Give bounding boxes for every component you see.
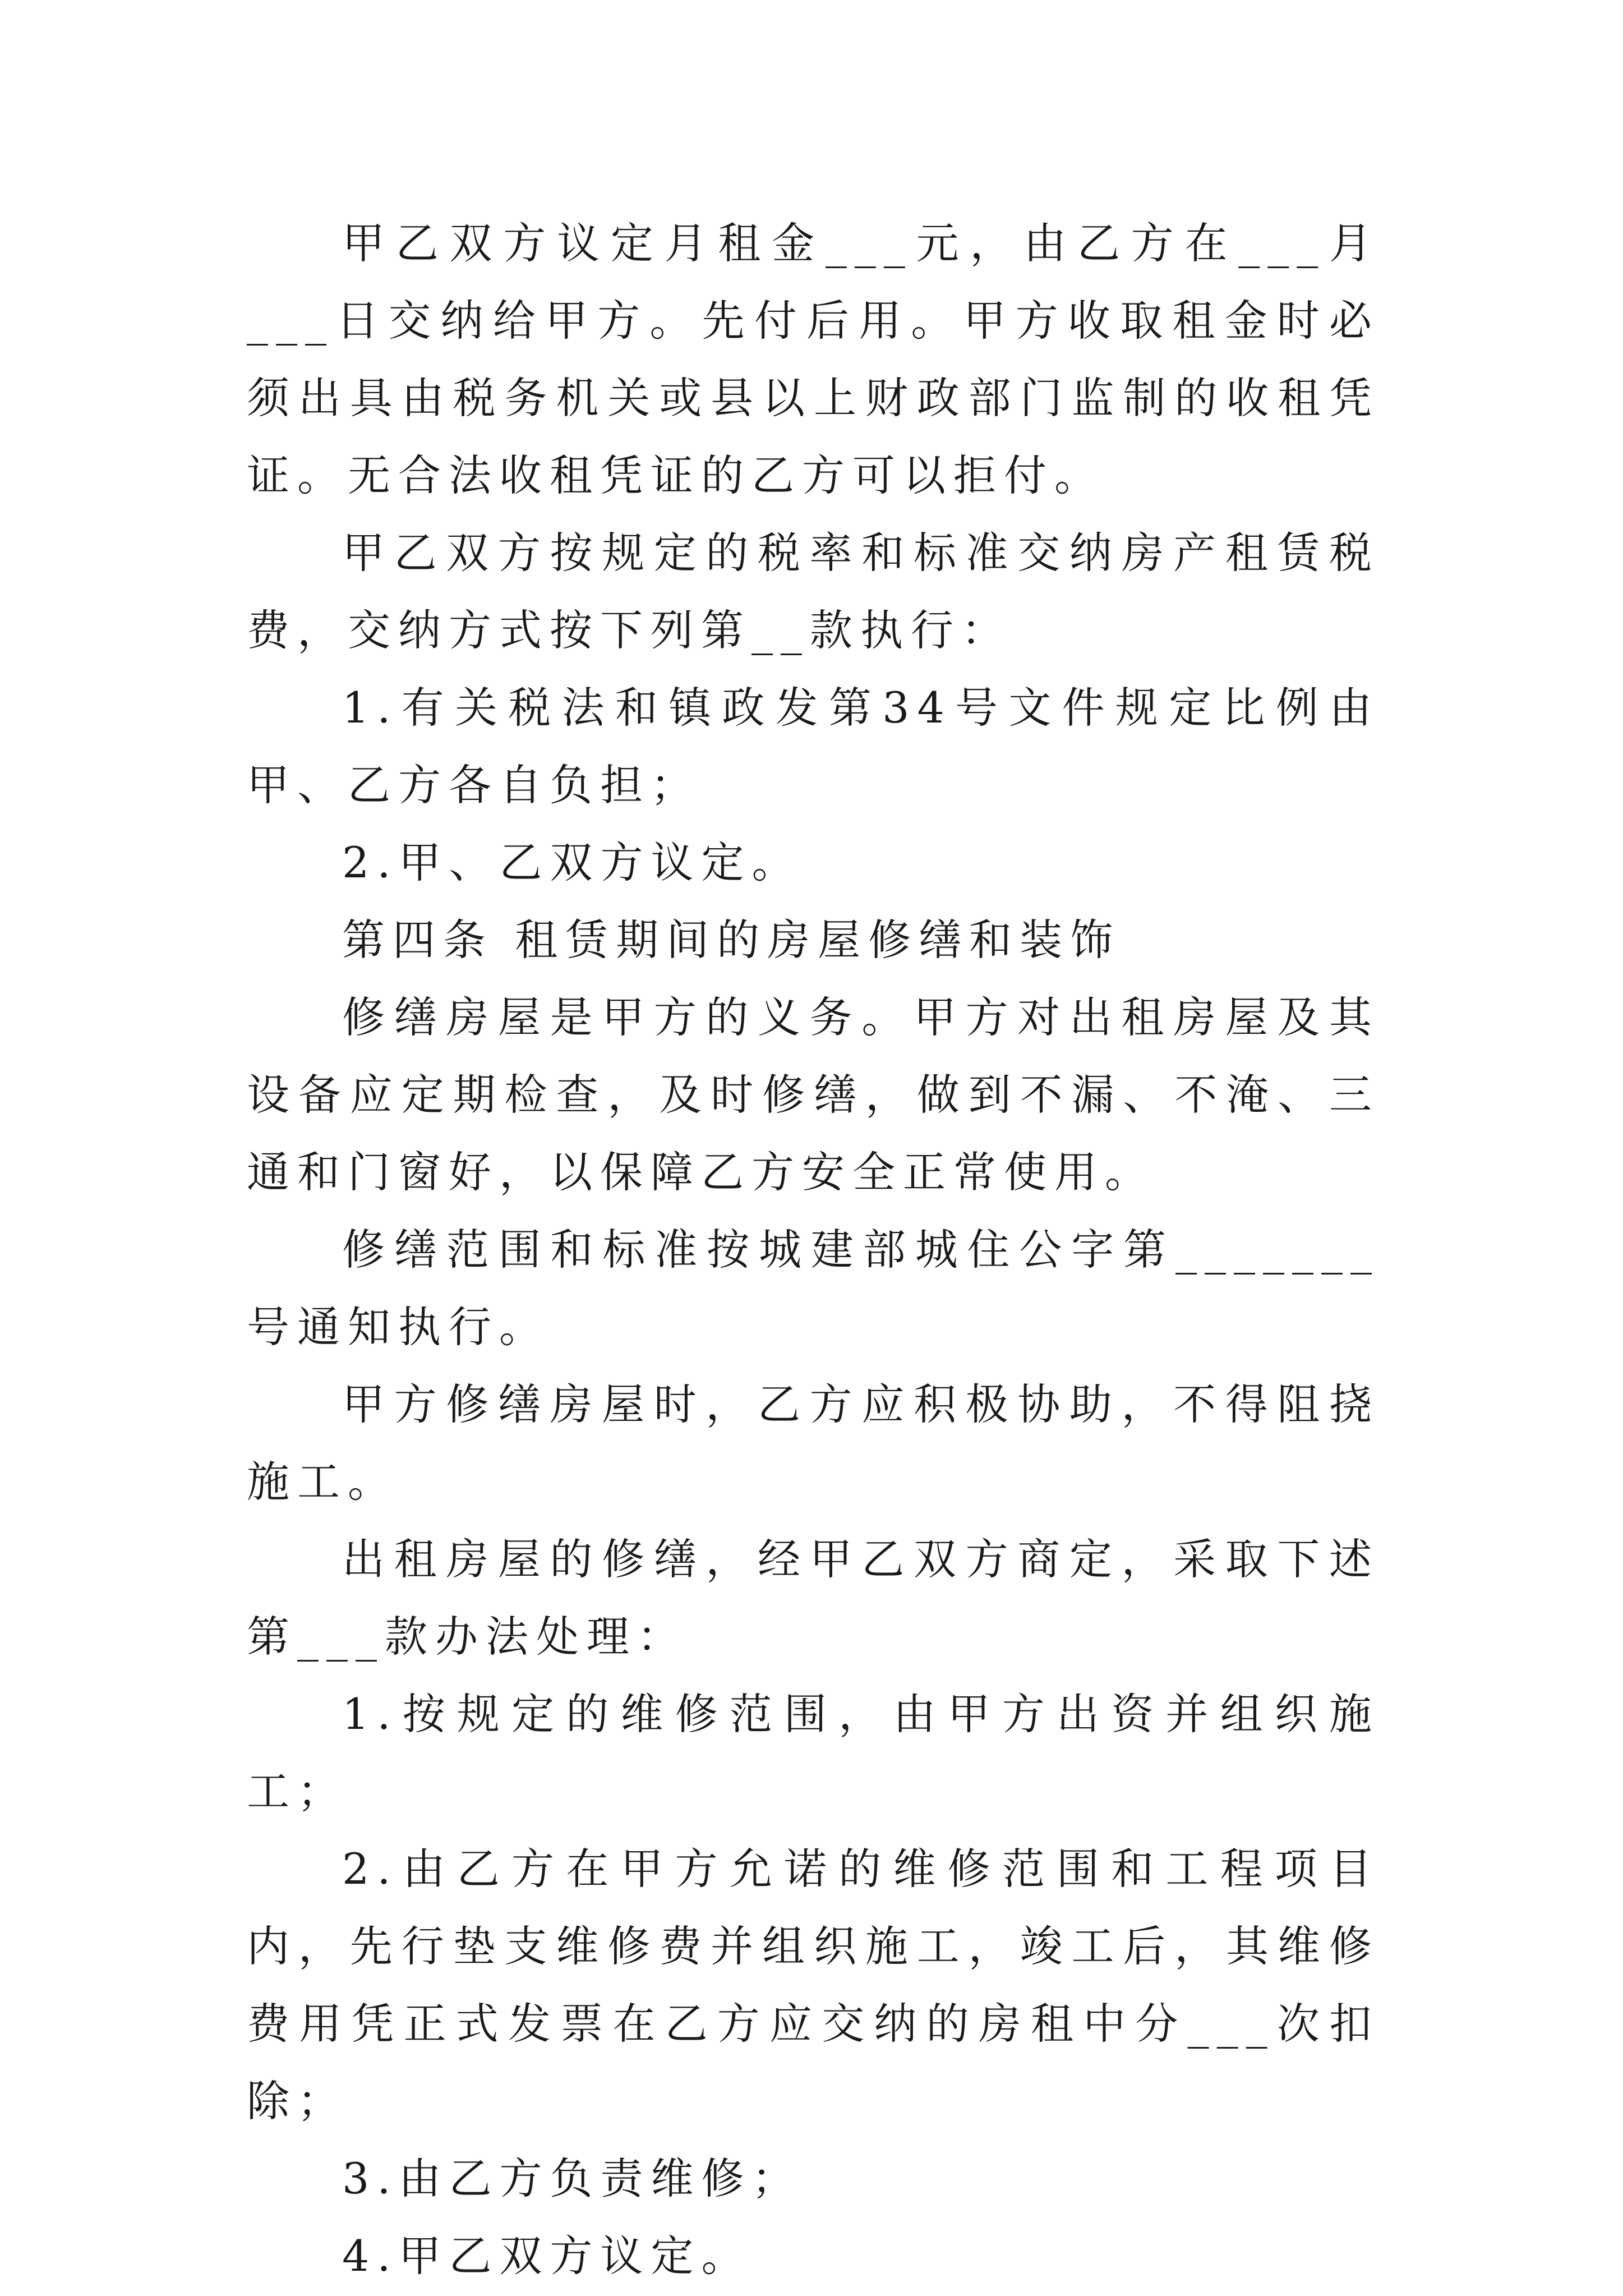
document-body [247,205,1380,2295]
list-item-repair-option-2: 2.由乙方在甲方允诺的维修范围和工程项目内，先行垫支维修费并组织施工，竣工后，其维修费用凭正式发票在乙方应交纳的房租中分___次扣除； [247,1844,1380,2126]
section-heading-article-4: 第四条 租赁期间的房屋修缮和装饰 [342,915,1121,965]
list-item-tax-option-1: 1.有关税法和镇政发第34号文件规定比例由甲、乙方各自负担； [247,683,1380,810]
paragraph-repair-scope: 修缮范围和标准按城建部城住公字第_______号通知执行。 [247,1225,1380,1352]
paragraph-repair-method: 出租房屋的修缮，经甲乙双方商定，采取下述第___款办法处理： [247,1534,1380,1662]
list-item-repair-option-1: 1.按规定的维修范围，由甲方出资并组织施工； [247,1689,1380,1816]
list-item-repair-option-4: 4.甲乙双方议定。 [342,2231,752,2281]
paragraph-repair-obligation: 修缮房屋是甲方的义务。甲方对出租房屋及其设备应定期检查，及时修缮，做到不漏、不淹、三通和门窗好，以保障乙方安全正常使用。 [247,992,1380,1197]
list-item-tax-option-2: 2.甲、乙双方议定。 [342,838,803,887]
list-item-repair-option-3: 3.由乙方负责维修； [342,2154,803,2203]
paragraph-rent-payment: 甲乙双方议定月租金___元，由乙方在___月___日交纳给甲方。先付后用。甲方收取租金时必须出具由税务机关或县以上财政部门监制的收租凭证。无合法收租凭证的乙方可以拒付。 [247,218,1380,500]
paragraph-tax-payment: 甲乙双方按规定的税率和标准交纳房产租赁税费，交纳方式按下列第__款执行： [247,528,1380,655]
paragraph-repair-cooperation: 甲方修缮房屋时，乙方应积极协助，不得阻挠施工。 [247,1379,1380,1507]
